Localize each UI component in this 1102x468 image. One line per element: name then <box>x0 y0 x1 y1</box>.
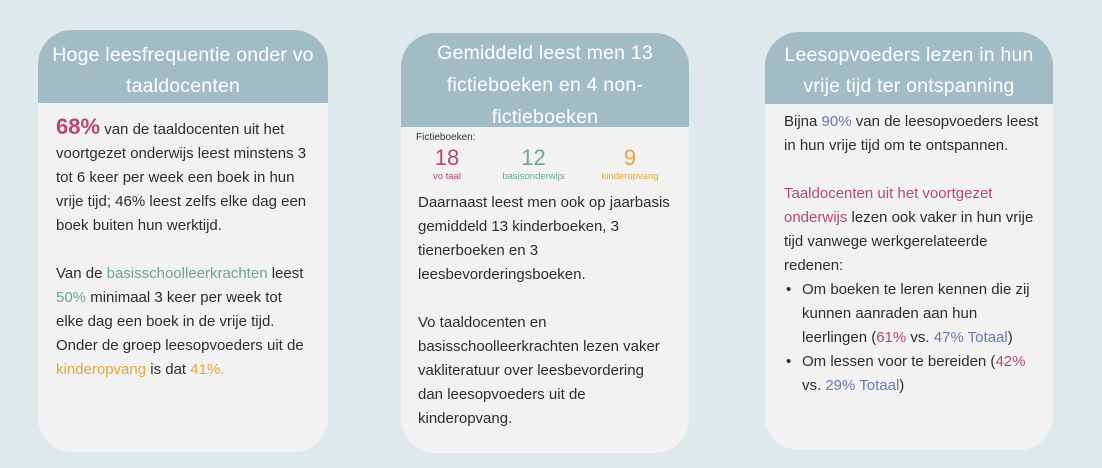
text: vs. <box>906 329 934 346</box>
text: van de leesopvoeders leest in hun vrije tijd om te ontspannen. <box>784 113 1039 154</box>
text: minimaal 3 keer per week tot elke dag een boek in de vrije tijd. Onder de groep leesopvoeders uit de <box>56 289 304 354</box>
highlight-totaal: 47% Totaal <box>933 329 1008 346</box>
highlight-percentage: 90% <box>821 113 852 130</box>
highlight-percentage: 50% <box>56 289 87 306</box>
card-gemiddeld-aantal-boeken <box>401 33 689 453</box>
paragraph-vakliteratuur: Vo taaldocenten en basisschoolleerkrachten lezen vaker vakliteratuur over leesbevordering dan leesopvoeders uit de kinderopvang. <box>418 314 660 427</box>
highlight-percentage: 41%. <box>190 361 225 378</box>
stat-value: 9 <box>623 145 637 170</box>
highlight-totaal: 29% Totaal <box>825 377 900 394</box>
text: ) <box>1007 329 1013 346</box>
text: lezen ook vaker in hun vrije tijd vanwege werkgerelateerde redenen: <box>784 209 1034 274</box>
card-body <box>401 131 689 431</box>
list-item <box>784 350 1039 398</box>
card-body <box>38 103 328 382</box>
stat-caption: kinderopvang <box>601 171 659 182</box>
highlight-basisschoolleerkrachten: basisschoolleerkrachten <box>106 265 268 282</box>
card-title: Leesopvoeders lezen in hun vrije tijd ter ontspanning <box>765 32 1053 104</box>
fictieboeken-label: Fictieboeken: <box>416 132 476 143</box>
text: leest <box>267 265 304 282</box>
stat-caption: basisonderwijs <box>502 171 565 182</box>
paragraph-taaldocenten <box>56 115 312 238</box>
reasons-list <box>784 278 1039 398</box>
paragraph-basisschool <box>56 262 312 382</box>
stat-kinderopvang <box>591 145 669 183</box>
card-body <box>765 104 1053 398</box>
highlight-percentage: 61% <box>876 329 907 346</box>
text: Om lessen voor te bereiden ( <box>802 353 996 370</box>
stat-value: 18 <box>434 145 460 170</box>
highlight-kinderopvang: kinderopvang <box>56 361 147 378</box>
stat-value: 12 <box>521 145 546 170</box>
text: is dat <box>146 361 191 378</box>
highlight-taaldocenten: Taaldocenten uit het voortgezet onderwijs <box>784 185 993 226</box>
card-title: Hoge leesfrequentie onder vo taaldocenten <box>38 30 328 103</box>
paragraph-taaldocenten <box>784 182 1039 278</box>
paragraph-jaarbasis: Daarnaast leest men ook op jaarbasis gemiddeld 13 kinderboeken, 3 tienerboeken en 3 leesbevorderingsboeken. <box>418 194 670 283</box>
card-leesfrequentie <box>38 30 328 452</box>
stat-vo-taal <box>418 145 476 183</box>
paragraph-text: van de taaldocenten uit het voortgezet onderwijs leest minstens 3 tot 6 keer per week een boek in hun vrije tijd; 46% leest zelfs elke dag een boek buiten hun werktijd. <box>56 121 307 234</box>
stats-row <box>418 145 669 183</box>
text: Van de <box>56 265 107 282</box>
text: Om boeken te leren kennen die zij kunnen aanraden aan hun leerlingen ( <box>802 281 1030 346</box>
highlight-percentage: 68% <box>56 114 101 139</box>
stat-basisonderwijs <box>493 145 575 183</box>
paragraph-leesopvoeders <box>784 110 1039 158</box>
text: vs. <box>802 377 826 394</box>
highlight-percentage: 42% <box>995 353 1026 370</box>
text: ) <box>899 377 905 394</box>
card-ontspanning <box>765 32 1053 450</box>
list-item <box>784 278 1039 350</box>
stat-caption: vo taal <box>433 171 461 182</box>
text: Bijna <box>784 113 822 130</box>
card-title: Gemiddeld leest men 13 fictieboeken en 4 non-fictieboeken <box>401 33 689 127</box>
